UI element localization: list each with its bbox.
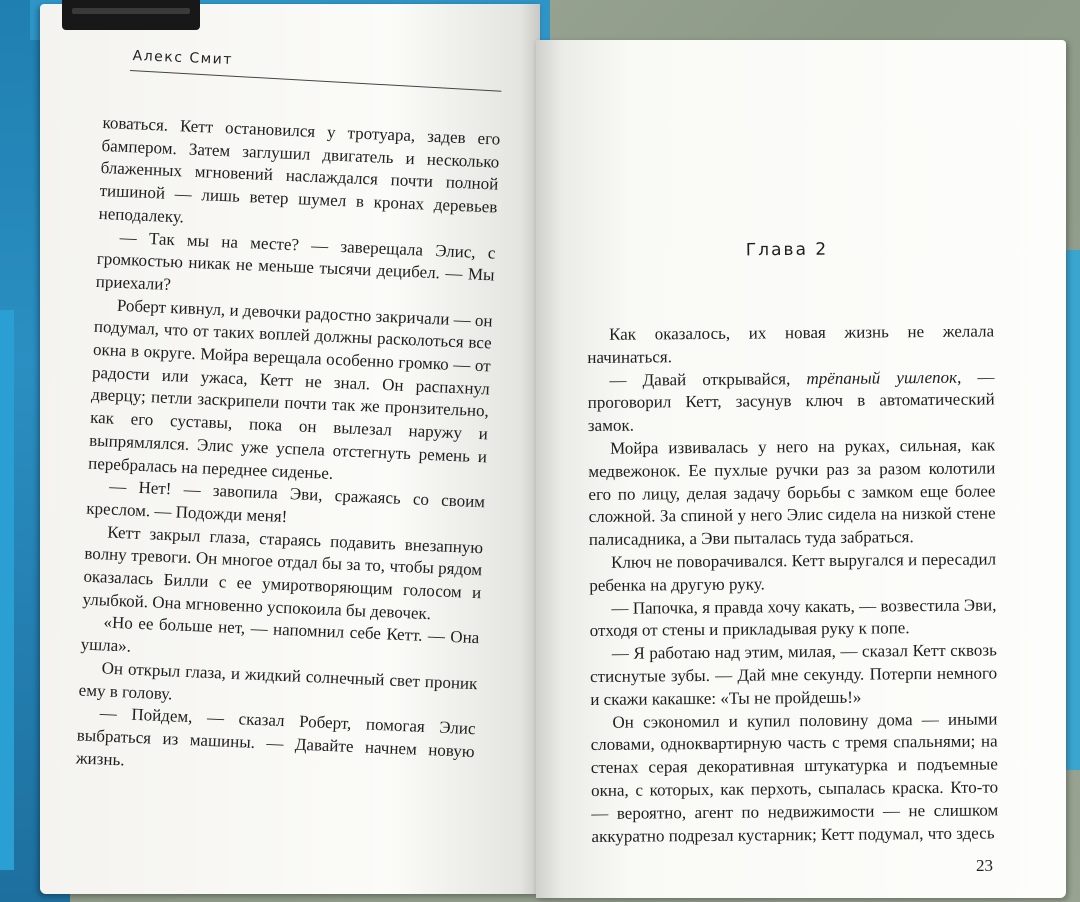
paragraph: коваться. Кетт остановился у тротуара, задев его бампером. Затем заглушил двигатель и несколько блаженных мгновений наслаждался почти полной тишиной — лишь ветер шумел в кронах деревьев неподалеку. xyxy=(98,112,501,227)
italic-phrase: трёпаный ушлепок xyxy=(806,367,958,388)
running-head: Алекс Смит xyxy=(132,48,234,69)
paragraph: — Я работаю над этим, милая, — сказал Кетт сквозь стиснутые зубы. — Дай мне секунду. Потерпи немного и скажи какашке: «Ты не пройдешь!» xyxy=(589,640,998,709)
left-page-text xyxy=(75,112,500,786)
chapter-title: Глава 2 xyxy=(745,239,829,261)
paragraph xyxy=(587,366,995,438)
paragraph: Как оказалось, их новая жизнь не желала начинаться. xyxy=(587,321,995,367)
paragraph: Роберт кивнул, и девочки радостно закричали — он подумал, что от таких воплей должны расколоться все окна в округе. Мойра верещала особенно громко — от радости или ужаса, Кетт не знал. Он распахнул дверцу; петли заскрипели почти так же пронзительно, как его суставы, пока он вылезал наружу и выпрямлялся. Элис уже успела отстегнуть ремень и перебралась на переднее сиденье. xyxy=(87,295,494,483)
paragraph: — Нет! — завопила Эви, сражаясь со своим креслом. — Подожди меня! xyxy=(86,476,486,527)
paragraph: Мойра извивалась у него на руках, сильная, как медвежонок. Ее пухлые ручки раз за разом колотили его по лицу, делая задачу борьбы с замком еще более сложной. За спиной у него Элис сидела на низкой стене палисадника, а Эви пыталась туда забраться. xyxy=(588,435,996,550)
paragraph-start: — Давай открывайся, xyxy=(609,368,807,390)
paragraph: — Так мы на месте? — заверещала Элис, с громкостью никак не меньше тысячи децибел. — Мы приехали? xyxy=(95,227,496,294)
paragraph: Кетт закрыл глаза, стараясь подавить внезапную волну тревоги. Он многое отдал бы за то, чтобы рядом оказалась Билли с ее умиротворяющим голосом и улыбкой. Она мгновенно успокоила бы девочек. xyxy=(82,522,484,623)
paragraph: Он сэкономил и купил половину дома — иными словами, одноквартирную часть с тремя спальнями; на стенах серая декоративная штукатурка и подъемные окна, с которых, как перхоть, сыпалась краска. Кто-то — вероятно, агент по недвижимости — не слишком аккуратно подрезал кустарник; Кетт подумал, что здесь xyxy=(590,708,999,846)
paragraph: — Пойдем, — сказал Роберт, помогая Элис выбраться из машины. — Давайте начнем новую жизнь. xyxy=(75,703,476,770)
page-number: 23 xyxy=(976,856,993,875)
paragraph: Он открыл глаза, и жидкий солнечный свет проник ему в голову. xyxy=(78,658,478,703)
paragraph: — Папочка, я правда хочу какать, — возвестила Эви, отходя от стены и прикладывая руку к попе. xyxy=(589,595,997,641)
paragraph: «Но ее больше нет, — напомнил себе Кетт. — Она ушла». xyxy=(80,612,480,656)
book-cover-edge xyxy=(0,310,14,870)
paragraph-end: , — проговорил Кетт, засунув ключ в автоматический замок. xyxy=(587,367,995,436)
binder-clip xyxy=(62,0,200,30)
paragraph: Ключ не поворачивался. Кетт выругался и пересадил ребенка на другую руку. xyxy=(589,549,997,595)
right-page-text xyxy=(587,320,999,848)
